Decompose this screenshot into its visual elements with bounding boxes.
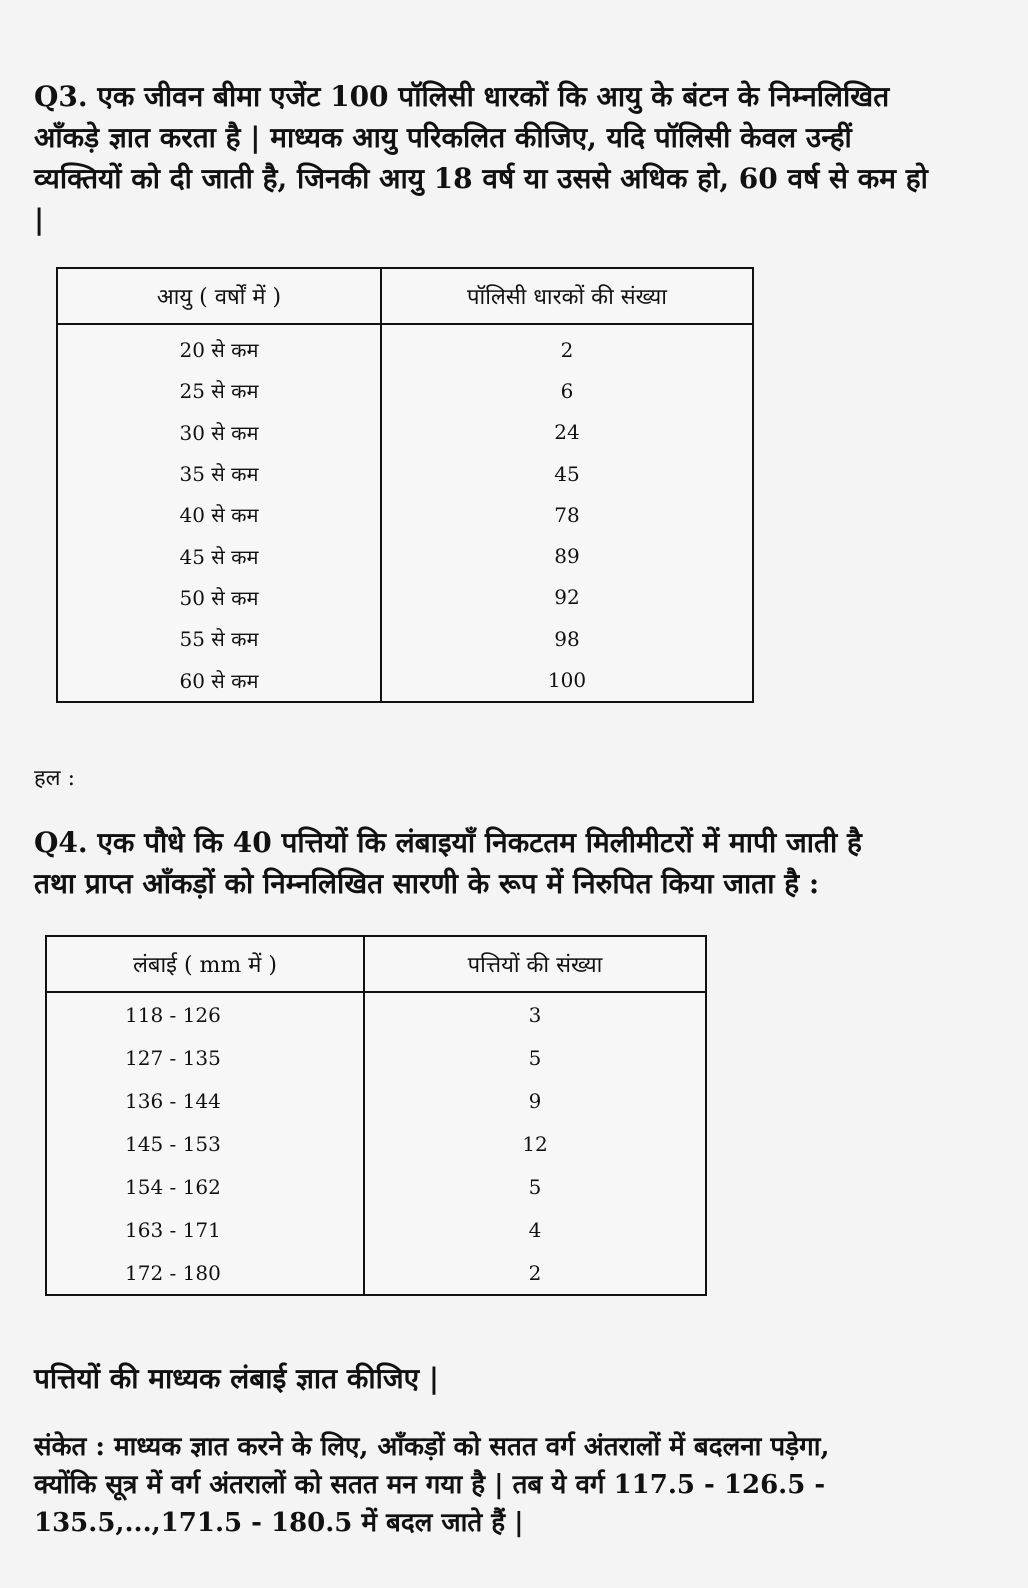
q3-count-cell: 6	[560, 378, 574, 403]
q4-line-1: Q4. एक पौधे कि 40 पत्तियों कि लंबाइयाँ निकटतम मिलीमीटरों में मापी जाती है	[34, 826, 862, 859]
q3-count-cell: 24	[554, 420, 580, 445]
q3-header-age: आयु ( वर्षों में )	[57, 268, 381, 324]
q3-line-1: Q3. एक जीवन बीमा एजेंट 100 पॉलिसी धारकों कि आयु के बंटन के निम्नलिखित	[34, 80, 890, 113]
q4-count-cell: 5	[528, 1045, 542, 1070]
q3-table	[56, 267, 754, 703]
q3-age-cell: 45 से कम	[57, 535, 381, 576]
q4-table-header	[46, 936, 706, 992]
q3-count-cell: 45	[554, 461, 580, 486]
q3-count-cell: 92	[554, 585, 580, 610]
q4-header-count: पत्तियों की संख्या	[364, 936, 706, 992]
q3-age-cell: 50 से कम	[57, 577, 381, 618]
q4-length-cell: 163 - 171	[46, 1208, 364, 1251]
q3-line-3: व्यक्तियों को दी जाती है, जिनकी आयु 18 वर्ष या उससे अधिक हो, 60 वर्ष से कम हो	[34, 162, 928, 195]
q4-header-length: लंबाई ( mm में )	[46, 936, 364, 992]
q4-count-cell: 2	[528, 1260, 542, 1285]
q3-age-cell: 30 से कम	[57, 412, 381, 453]
q4-length-cell: 172 - 180	[46, 1251, 364, 1295]
table-row	[57, 535, 753, 576]
q3-count-cell: 78	[554, 502, 580, 527]
q4-table	[45, 935, 707, 1296]
q3-solution-label: हल :	[34, 766, 76, 791]
q3-count-cell: 89	[554, 544, 580, 569]
q4-length-cell: 145 - 153	[46, 1122, 364, 1165]
q4-median-question: पत्तियों की माध्यक लंबाई ज्ञात कीजिए |	[34, 1362, 440, 1395]
q3-header-count: पॉलिसी धारकों की संख्या	[381, 268, 753, 324]
q4-length-cell: 154 - 162	[46, 1165, 364, 1208]
q3-age-cell: 20 से कम	[57, 324, 381, 370]
q4-length-cell: 136 - 144	[46, 1079, 364, 1122]
q4-count-cell: 12	[522, 1131, 548, 1156]
table-row	[46, 1122, 706, 1165]
q4-count-cell: 3	[528, 1002, 542, 1027]
table-row	[57, 618, 753, 659]
q3-count-cell: 2	[560, 337, 574, 362]
table-row	[46, 1251, 706, 1295]
table-row	[46, 1079, 706, 1122]
table-row	[46, 1036, 706, 1079]
q4-question	[34, 822, 1009, 904]
table-row	[46, 1165, 706, 1208]
table-row	[57, 577, 753, 618]
q3-age-cell: 25 से कम	[57, 370, 381, 411]
table-row	[57, 370, 753, 411]
q3-line-4: |	[34, 203, 45, 236]
q4-hint-line-2: क्योंकि सूत्र में वर्ग अंतरालों को सतत मन गया है | तब ये वर्ग 117.5 - 126.5 -	[34, 1470, 826, 1500]
table-row	[46, 992, 706, 1036]
q3-line-2: आँकड़े ज्ञात करता है | माध्यक आयु परिकलित कीजिए, यदि पॉलिसी केवल उन्हीं	[34, 121, 852, 154]
table-row	[46, 1208, 706, 1251]
q4-hint	[34, 1428, 1009, 1542]
table-row	[57, 324, 753, 370]
q4-hint-line-3: 135.5,...,171.5 - 180.5 में बदल जाते हैं |	[34, 1508, 524, 1538]
q3-count-cell: 98	[554, 626, 580, 651]
q4-length-cell: 118 - 126	[46, 992, 364, 1036]
q3-table-header	[57, 268, 753, 324]
q3-age-cell: 60 से कम	[57, 659, 381, 701]
q3-age-cell: 40 से कम	[57, 494, 381, 535]
table-row	[57, 453, 753, 494]
table-row	[57, 659, 753, 701]
q3-count-cell: 100	[547, 668, 587, 693]
q4-count-cell: 5	[528, 1174, 542, 1199]
q4-hint-line-1: संकेत : माध्यक ज्ञात करने के लिए, आँकड़ों को सतत वर्ग अंतरालों में बदलना पड़ेगा,	[34, 1432, 830, 1462]
q3-question	[34, 76, 1009, 240]
q4-line-2: तथा प्राप्त आँकड़ों को निम्नलिखित सारणी के रूप में निरुपित किया जाता है :	[34, 867, 820, 900]
q4-length-cell: 127 - 135	[46, 1036, 364, 1079]
table-row	[57, 494, 753, 535]
q3-age-cell: 55 से कम	[57, 618, 381, 659]
q4-count-cell: 9	[528, 1088, 542, 1113]
q3-age-cell: 35 से कम	[57, 453, 381, 494]
table-row	[57, 412, 753, 453]
q4-count-cell: 4	[528, 1217, 542, 1242]
